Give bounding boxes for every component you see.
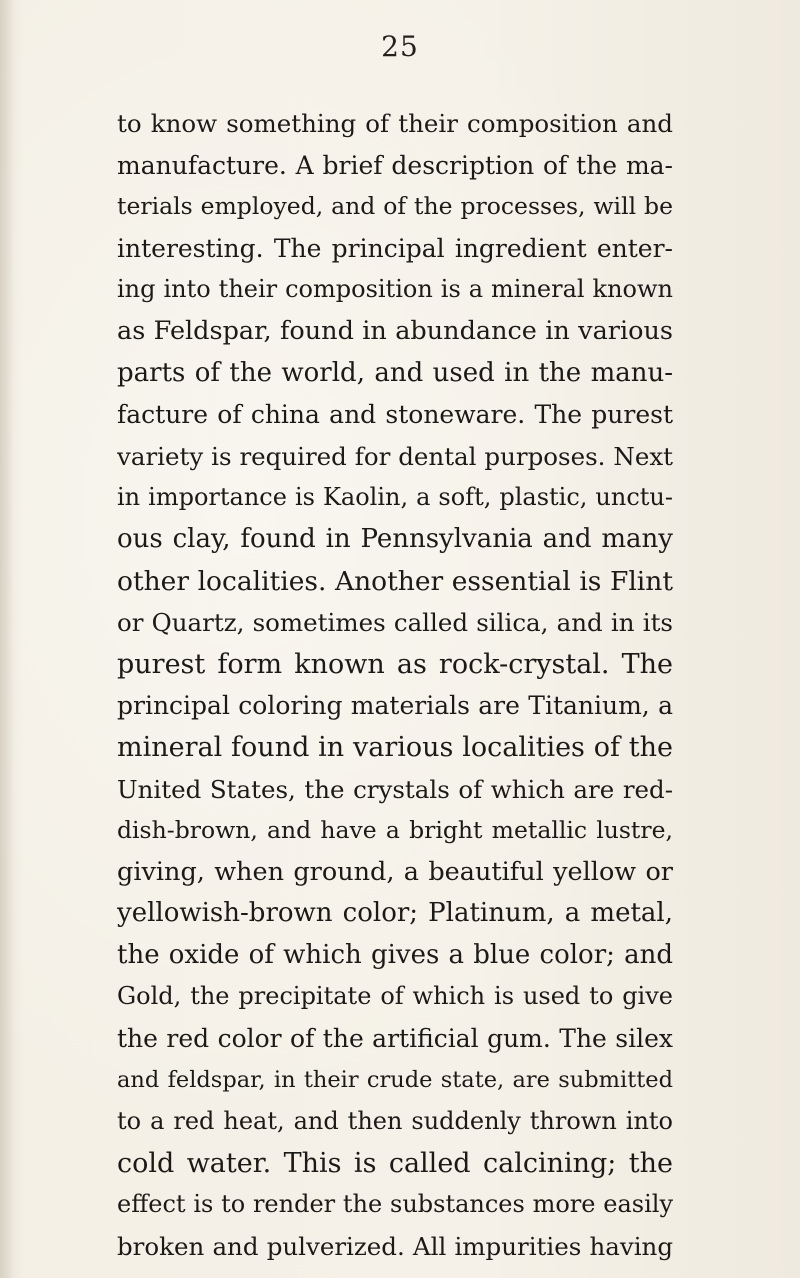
- text-line: the red color of the artificial gum. The silex: [117, 1024, 673, 1054]
- text-line: United States, the crystals of which are red-: [117, 774, 673, 804]
- text-line: other localities. Another essential is Flint: [117, 565, 673, 597]
- page-gutter-shadow: [0, 0, 14, 1278]
- text-line: or Quartz, sometimes called silica, and in its: [117, 608, 673, 638]
- page-number: 25: [381, 30, 419, 63]
- text-line: cold water. This is called calcining; the: [117, 1147, 673, 1179]
- text-line: in importance is Kaolin, a soft, plastic, unctu-: [117, 483, 673, 512]
- text-line: effect is to render the substances more easily: [117, 1190, 673, 1219]
- text-line: parts of the world, and used in the manu-: [117, 357, 673, 388]
- text-line: to a red heat, and then suddenly thrown into: [117, 1107, 673, 1136]
- text-line: principal coloring materials are Titanium, a: [117, 691, 673, 721]
- text-line: yellowish-brown color; Platinum, a metal,: [117, 898, 673, 929]
- text-line: giving, when ground, a beautiful yellow or: [117, 856, 673, 887]
- text-line: as Feldspar, found in abundance in various: [117, 315, 673, 346]
- text-line: interesting. The principal ingredient enter-: [117, 233, 673, 263]
- text-line: to know something of their composition and: [117, 109, 673, 138]
- text-line: dish-brown, and have a bright metallic lustre,: [117, 816, 673, 845]
- text-line: and feldspar, in their crude state, are submitted: [117, 1066, 673, 1093]
- body-text: [117, 103, 673, 1268]
- text-line: mineral found in various localities of the: [117, 731, 673, 763]
- text-line: terials employed, and of the processes, will be: [117, 192, 673, 221]
- text-line: broken and pulverized. All impurities having: [117, 1232, 673, 1262]
- text-line: manufacture. A brief description of the ma-: [117, 150, 673, 180]
- text-line: the oxide of which gives a blue color; and: [117, 939, 673, 970]
- text-line: ing into their composition is a mineral known: [117, 275, 673, 304]
- text-line: facture of china and stoneware. The purest: [117, 400, 673, 430]
- text-line: purest form known as rock-crystal. The: [117, 648, 673, 680]
- text-line: variety is required for dental purposes. Next: [117, 441, 673, 471]
- text-line: Gold, the precipitate of which is used to give: [117, 982, 673, 1011]
- text-line: ous clay, found in Pennsylvania and many: [117, 523, 673, 554]
